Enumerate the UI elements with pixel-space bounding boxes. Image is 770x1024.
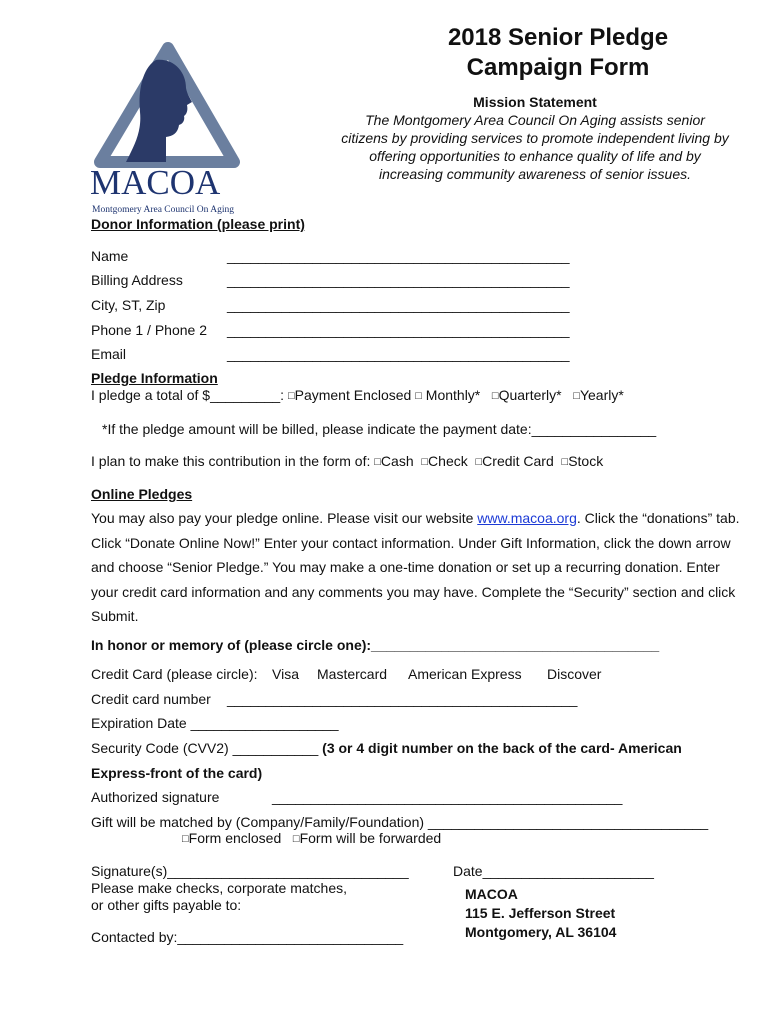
gift-match-field[interactable]: Gift will be matched by (Company/Family/Foundation) ____________________________________ bbox=[91, 814, 709, 830]
email-field[interactable]: ____________________________________________ bbox=[227, 346, 570, 362]
cvv-note: (3 or 4 digit number on the back of the card- American bbox=[322, 740, 682, 756]
logo-subtitle: Montgomery Area Council On Aging bbox=[92, 205, 234, 215]
stock-option[interactable] bbox=[562, 453, 604, 469]
online-line-4: your credit card information and any comments you may have. Complete the “Security” section and click bbox=[91, 584, 736, 600]
credit-card-label: Credit Card bbox=[482, 453, 554, 469]
authorized-signature-label: Authorized signature bbox=[91, 789, 220, 805]
mission-line-1: The Montgomery Area Council On Aging assists senior bbox=[365, 112, 705, 128]
payable-note-1: Please make checks, corporate matches, bbox=[91, 880, 348, 896]
address-street: 115 E. Jefferson Street bbox=[465, 905, 616, 921]
email-label: Email bbox=[91, 346, 127, 362]
check-label: Check bbox=[428, 453, 468, 469]
stock-label: Stock bbox=[568, 453, 604, 469]
checkbox-icon: □ bbox=[491, 390, 499, 402]
form-enclosed-option[interactable] bbox=[182, 830, 281, 846]
online-line-1 bbox=[91, 510, 740, 526]
checkbox-icon: □ bbox=[421, 456, 429, 468]
mission-line-2: citizens by providing services to promote independent living by bbox=[341, 130, 729, 146]
payment-enclosed-label: Payment Enclosed bbox=[294, 387, 412, 403]
checkbox-icon: □ bbox=[573, 390, 580, 402]
checkbox-icon: □ bbox=[182, 833, 189, 845]
quarterly-label: Quarterly* bbox=[498, 387, 562, 403]
checkbox-icon: □ bbox=[374, 456, 381, 468]
mission-heading: Mission Statement bbox=[473, 94, 597, 110]
checkbox-icon: □ bbox=[475, 456, 483, 468]
payable-note-2: or other gifts payable to: bbox=[91, 897, 242, 913]
card-visa[interactable]: Visa bbox=[272, 666, 299, 682]
monthly-option[interactable] bbox=[415, 387, 480, 403]
checkbox-icon: □ bbox=[561, 456, 569, 468]
online-line-5: Submit. bbox=[91, 608, 139, 624]
cvv-note-continued: Express-front of the card) bbox=[91, 765, 263, 781]
address-city: Montgomery, AL 36104 bbox=[465, 924, 617, 940]
form-forwarded-option[interactable] bbox=[293, 830, 441, 846]
phone-field[interactable]: ____________________________________________ bbox=[227, 322, 570, 338]
pledge-total-row bbox=[91, 387, 624, 403]
pledge-total-field[interactable]: I pledge a total of $_________: bbox=[91, 387, 285, 403]
form-title-line2: Campaign Form bbox=[466, 54, 650, 81]
logo-wordmark: MACOA bbox=[90, 163, 221, 202]
mission-line-3: offering opportunities to enhance quality of life and by bbox=[369, 148, 701, 164]
check-option[interactable] bbox=[421, 453, 467, 469]
online-line-2: Click “Donate Online Now!” Enter your contact information. Under Gift Information, click the down arrow bbox=[91, 535, 731, 551]
online-heading: Online Pledges bbox=[91, 486, 193, 502]
card-discover[interactable]: Discover bbox=[547, 666, 602, 682]
donor-heading: Donor Information (please print) bbox=[91, 216, 305, 232]
credit-card-option[interactable] bbox=[476, 453, 554, 469]
phone-label: Phone 1 / Phone 2 bbox=[91, 322, 207, 338]
city-state-zip-label: City, ST, Zip bbox=[91, 297, 166, 313]
form-enclosed-label: Form enclosed bbox=[188, 830, 282, 846]
macoa-logo-graphic bbox=[86, 42, 246, 217]
quarterly-option[interactable] bbox=[492, 387, 562, 403]
mission-line-4: increasing community awareness of senior issues. bbox=[378, 166, 692, 182]
yearly-option[interactable] bbox=[573, 387, 624, 403]
card-number-field[interactable]: _____________________________________________ bbox=[227, 691, 578, 707]
contacted-by-field[interactable]: Contacted by:_____________________________ bbox=[91, 929, 404, 945]
website-link[interactable]: www.macoa.org bbox=[477, 510, 577, 526]
city-state-zip-field[interactable]: ____________________________________________ bbox=[227, 297, 570, 313]
monthly-label: Monthly* bbox=[425, 387, 481, 403]
credit-card-type-label: Credit Card (please circle): bbox=[91, 666, 258, 682]
billing-address-field[interactable]: ____________________________________________ bbox=[227, 272, 570, 288]
card-american-express[interactable]: American Express bbox=[408, 666, 522, 682]
checkbox-icon: □ bbox=[292, 833, 300, 845]
name-field[interactable]: ____________________________________________ bbox=[227, 248, 570, 264]
date-field[interactable]: Date______________________ bbox=[453, 863, 654, 879]
billing-address-label: Billing Address bbox=[91, 272, 183, 288]
cvv-row bbox=[91, 740, 682, 756]
address-org: MACOA bbox=[465, 886, 518, 902]
billed-payment-date-note[interactable]: *If the pledge amount will be billed, please indicate the payment date:________________ bbox=[102, 421, 657, 437]
contribution-form-row bbox=[91, 453, 603, 469]
card-mastercard[interactable]: Mastercard bbox=[317, 666, 388, 682]
name-label: Name bbox=[91, 248, 129, 264]
payment-enclosed-option[interactable] bbox=[288, 387, 411, 403]
card-number-label: Credit card number bbox=[91, 691, 211, 707]
honor-memory-field[interactable]: In honor or memory of (please circle one):_____________________________________ bbox=[91, 637, 660, 653]
online-line-1-tail: . Click the “donations” tab. bbox=[576, 510, 740, 526]
yearly-label: Yearly* bbox=[579, 387, 624, 403]
cash-label: Cash bbox=[380, 453, 414, 469]
signature-field[interactable]: Signature(s)_______________________________ bbox=[91, 863, 409, 879]
form-forwarded-label: Form will be forwarded bbox=[299, 830, 442, 846]
authorized-signature-field[interactable]: _____________________________________________ bbox=[272, 789, 623, 805]
cash-option[interactable] bbox=[374, 453, 413, 469]
match-options-row bbox=[182, 830, 441, 846]
online-line-3: and choose “Senior Pledge.” You may make a one-time donation or set up a recurring donation. Enter bbox=[91, 559, 720, 575]
checkbox-icon: □ bbox=[287, 390, 295, 402]
online-line-1-text: You may also pay your pledge online. Please visit our website bbox=[91, 510, 478, 526]
form-title-line1: 2018 Senior Pledge bbox=[447, 24, 669, 51]
cvv-field[interactable]: Security Code (CVV2) ___________ bbox=[91, 740, 323, 756]
expiration-date-field[interactable]: Expiration Date ___________________ bbox=[91, 715, 339, 731]
pledge-heading: Pledge Information bbox=[91, 370, 218, 386]
contribution-form-label: I plan to make this contribution in the form of: bbox=[91, 453, 371, 469]
checkbox-icon: □ bbox=[415, 390, 422, 402]
macoa-logo bbox=[86, 42, 246, 217]
